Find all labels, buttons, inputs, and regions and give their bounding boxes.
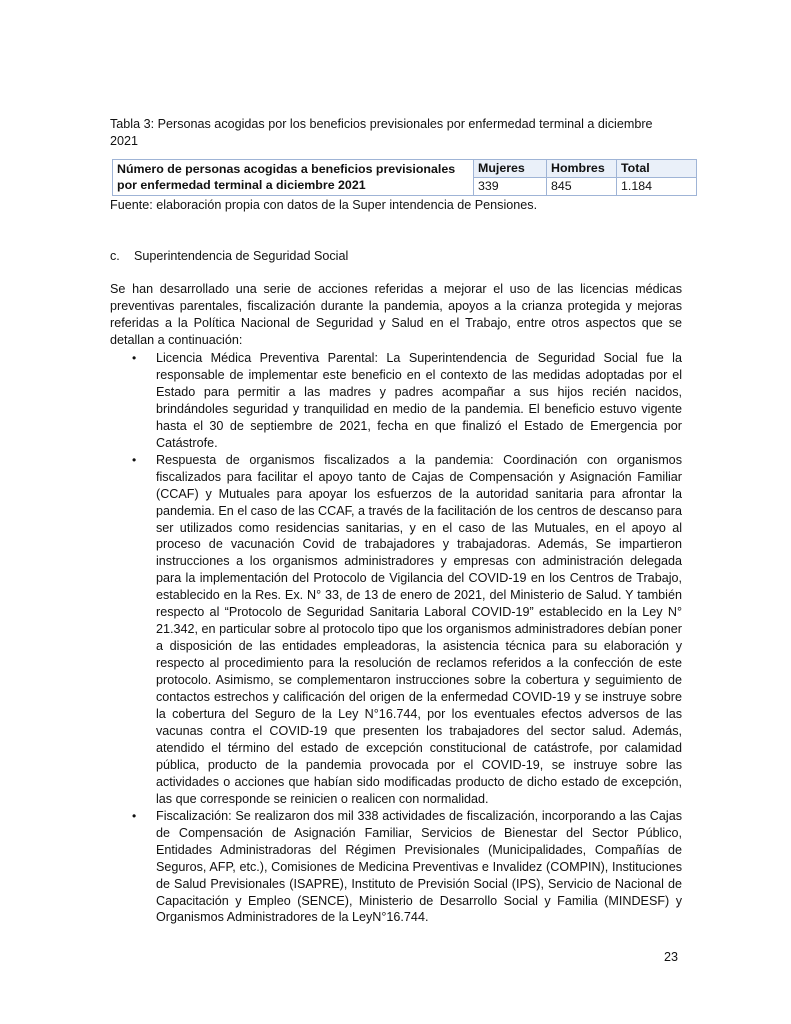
list-item-text: Fiscalización: Se realizaron dos mil 338 actividades de fiscalización, incorporando a las Cajas de Compensación de Asignación Familiar, Servicios de Bienestar del Sector Público, Entidades Administradoras del Régimen Previsionales (Municipalidades, Compañías de Seguros, AFP, etc.), Comisiones de Medicina Preventivas e Invalidez (COMPIN), Instituciones de Salud Previsionales (ISAPRE), Instituto de Previsión Social (IPS), Servicio de Nacional de Capacitación y Empleo (SENCE), Ministerio de Desarrollo Social y Familia (MINDESF) y Organismos Administradores de la LeyN°16.744. (156, 808, 682, 925)
column-header-mujeres: Mujeres (474, 160, 547, 178)
page-number: 23 (664, 950, 679, 964)
table-source-note: Fuente: elaboración propia con datos de la Super intendencia de Pensiones. (110, 198, 538, 212)
table-row (113, 160, 697, 178)
table-caption: Tabla 3: Personas acogidas por los beneficios previsionales por enfermedad terminal a diciembre 2021 (110, 117, 653, 148)
table-row-header: Número de personas acogidas a beneficios previsionales por enfermedad terminal a diciembre 2021 (113, 160, 474, 196)
beneficiaries-table (112, 159, 697, 196)
list-item (110, 808, 682, 927)
intro-paragraph: Se han desarrollado una serie de acciones referidas a mejorar el uso de las licencias médicas preventivas parentales, fiscalización durante la pandemia, apoyos a la crianza protegida y mejoras referidas a la Política Nacional de Seguridad y Salud en el Trabajo, entre otros aspectos que se detallan a continuación: (110, 282, 682, 347)
cell-hombres: 845 (547, 178, 617, 196)
column-header-hombres: Hombres (547, 160, 617, 178)
section-title: Superintendencia de Seguridad Social (134, 249, 349, 263)
cell-total: 1.184 (617, 178, 697, 196)
bullet-icon: • (132, 351, 137, 365)
list-item (110, 452, 682, 808)
bullet-icon: • (132, 452, 137, 467)
list-item-text: Licencia Médica Preventiva Parental: La Superintendencia de Seguridad Social fue la responsable de implementar este beneficio en el contexto de las medidas adoptadas por el Estado para permitir a las madres y padres acompañar a sus hijos recién nacidos, brindándoles seguridad y tranquilidad en medio de la pandemia. El beneficio estuvo vigente hasta el 30 de septiembre de 2021, fecha en que finalizó el Estado de Emergencia por Catástrofe. (156, 351, 682, 450)
section-letter: c. (110, 249, 120, 263)
bullet-icon: • (132, 808, 137, 823)
cell-mujeres: 339 (474, 178, 547, 196)
list-item-text: Respuesta de organismos fiscalizados a la pandemia: Coordinación con organismos fiscalizados para facilitar el apoyo tanto de Cajas de Compensación y Asignación Familiar (CCAF) y Mutuales para apoyar los esfuerzos de la autoridad sanitaria para afrontar la pandemia. En el caso de las CCAF, a través de la facilitación de los centros de descanso para ser utilizados como residencias sanitarias, y en el caso de las Mutuales, en el apoyo al proceso de vacunación Covid de trabajadores y trabajadoras. Además, Se impartieron instrucciones a los organismos administradores y empresas con administración delegada para la implementación del Protocolo de Vigilancia del COVID-19 en los Centros de Trabajo, establecido en la Res. Ex. N° 33, de 13 de enero de 2021, del Ministerio de Salud. Y también respecto al “Protocolo de Seguridad Sanitaria Laboral COVID-19” establecido en la Ley N° 21.342, en particular sobre al protocolo tipo que los organismos administradores debían poner a disposición de las entidades empleadoras, la asistencia técnica para su elaboración y respecto al procedimiento para la resolución de reclamos referidos a la confección de este protocolo. Asimismo, se complementaron instrucciones sobre la cobertura y seguimiento de contactos estrechos y calificación del origen de la enfermedad COVID-19 y se instruye sobre la cobertura del Seguro de la Ley N°16.744, por los eventuales efectos adversos de las vacunas contra el COVID-19 que presenten los trabajadores del sector salud. Además, atendido el término del estado de excepción constitucional de catástrofe, por calamidad pública, producto de la pandemia provocada por el COVID-19, se instruye sobre las actividades o acciones que habían sido modificadas producto de dicho estado de excepción, las que corresponde se reinicien o realicen con normalidad. (156, 452, 682, 806)
column-header-total: Total (617, 160, 697, 178)
bullet-list (110, 350, 682, 926)
section-heading (110, 248, 348, 265)
list-item (110, 350, 682, 452)
